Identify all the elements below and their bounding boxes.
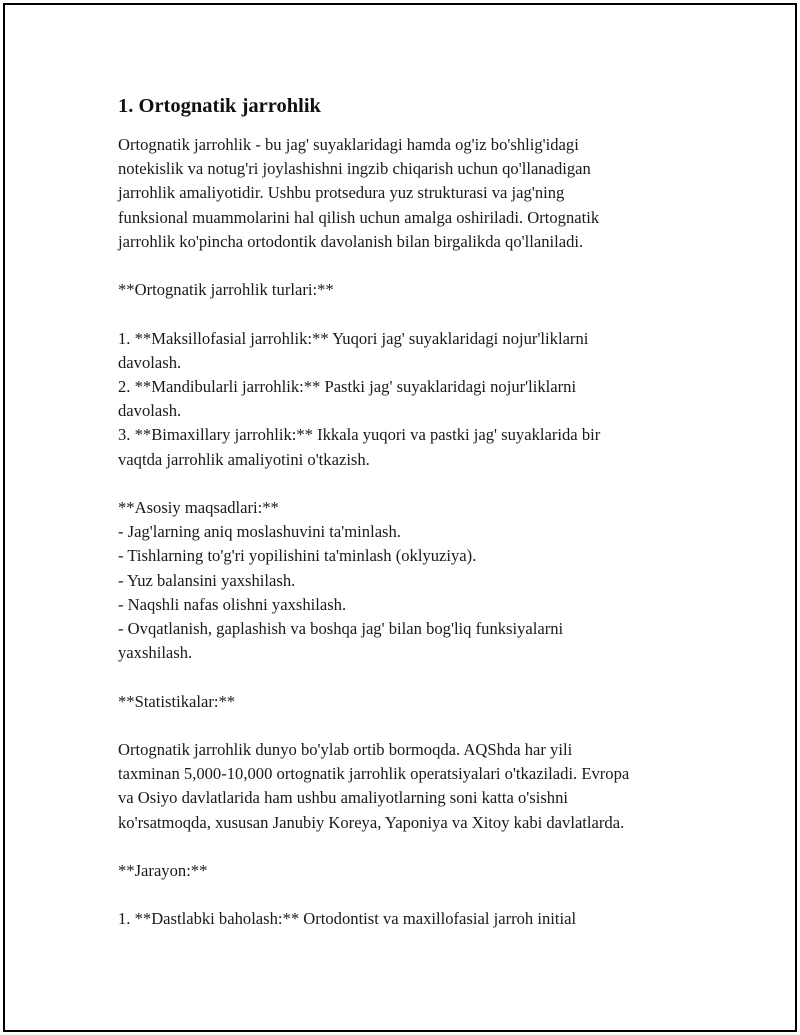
section-heading: 1. Ortognatik jarrohlik [118,95,321,117]
types-heading: **Ortognatik jarrohlik turlari:** [118,280,334,300]
stats-heading: **Statistikalar:** [118,691,236,711]
process-heading: **Jarayon:** [118,861,208,880]
paragraph-gap [118,302,718,326]
types-list: 1. **Maksillofasial jarrohlik:** Yuqori jag' suyaklaridagi nojur'liklarni davolash. 2. **Mandibularli jarrohlik:** Pastki jag' suyaklaridagi nojur'liklarni davolash. 3. **Bimaxillary jarrohlik:** Ikkala yuqori va pastki jag' suyaklarida bir vaqtda jarrohlik amaliyotini o'tkazish. [118,328,601,469]
document-body [118,93,718,932]
goals-block: **Asosiy maqsadlari:** - Jag'larning aniq moslashuvini ta'minlash. - Tishlarning to'g'ri yopilishini ta'minlash (oklyuziya). - Yuz balansini yaxshilash. - Naqshli nafas olishni yaxshilash. - Ovqatlanish, gaplashish va boshqa jag' bilan bog'liq funksiyalarni yaxshilash. [118,498,564,663]
paragraph-gap [118,472,718,496]
paragraph-gap [118,714,718,738]
paragraph-gap [118,254,718,278]
stats-paragraph: Ortognatik jarrohlik dunyo bo'ylab ortib bormoqda. AQShda har yili taxminan 5,000-10,000 ortognatik jarrohlik operatsiyalari o'tkaziladi. Evropa va Osiyo davlatlarida ham ushbu amaliyotlarning soni katta o'sishni ko'rsatmoqda, xususan Janubiy Koreya, Yaponiya va Xitoy kabi davlatlarda. [118,740,630,832]
paragraph-gap [118,883,718,907]
process-item-1: 1. **Dastlabki baholash:** Ortodontist va maxillofasial jarroh initial [118,909,577,929]
intro-paragraph: Ortognatik jarrohlik - bu jag' suyaklaridagi hamda og'iz bo'shlig'idagi notekislik va notug'ri joylashishni ingzib chiqarish uchun qo'llanadigan jarrohlik amaliyotidir. Ushbu protsedura yuz strukturasi va jag'ning funksional muammolarini hal qilish uchun amalga oshiriladi. Ortognatik jarrohlik ko'pincha ortodontik davolanish bilan birgalikda qo'llaniladi. [118,135,600,251]
paragraph-gap [118,835,718,859]
paragraph-gap [118,665,718,689]
